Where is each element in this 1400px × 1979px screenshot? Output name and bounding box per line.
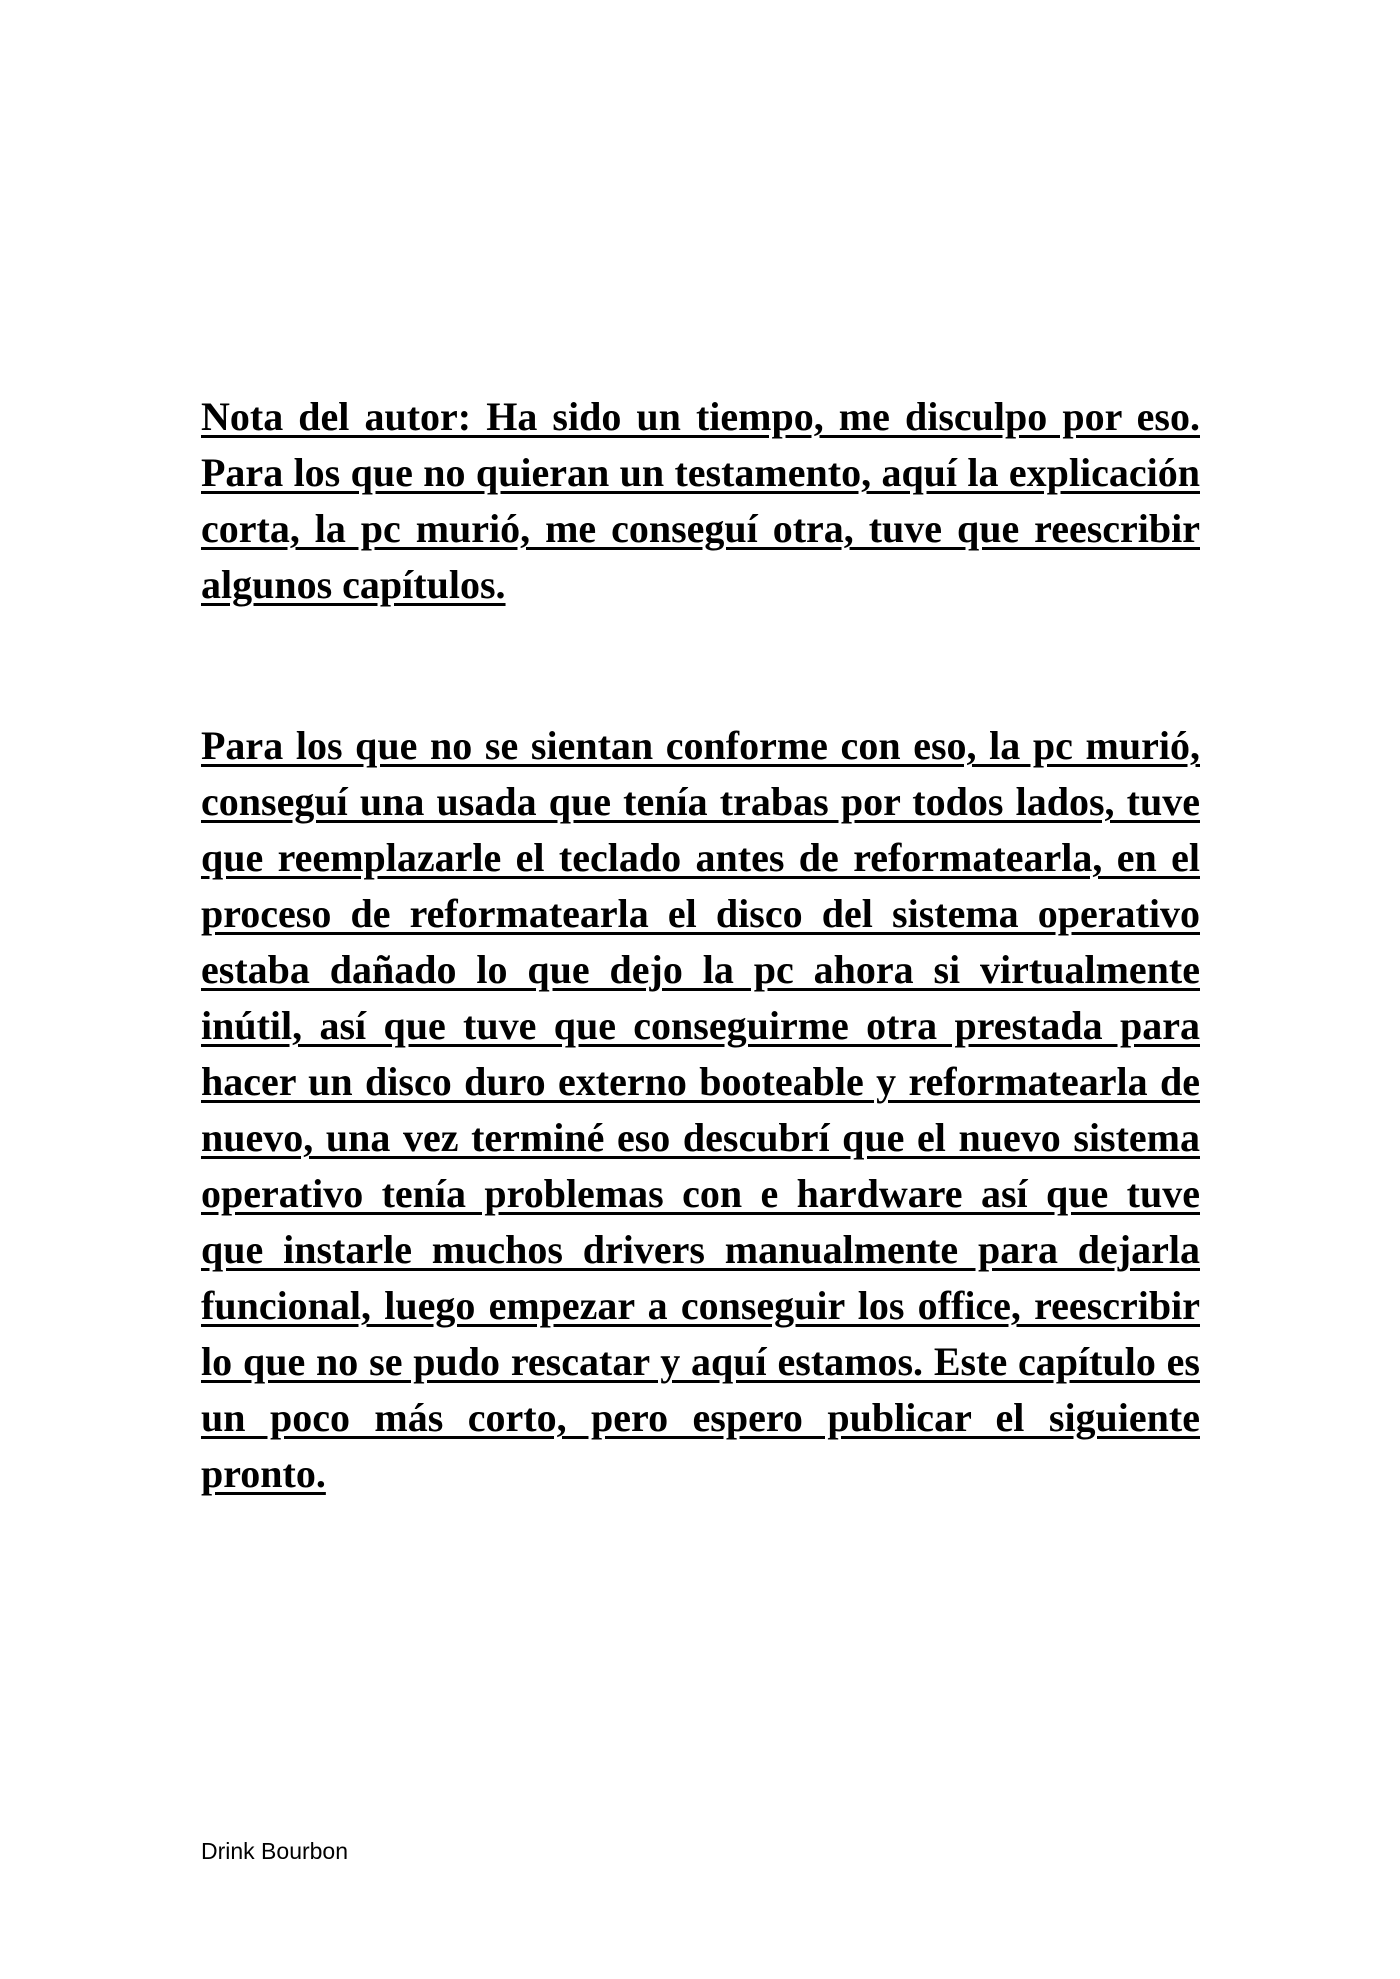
explanation-paragraph: Para los que no se sientan conforme con eso, la pc murió, conseguí una usada que tenía trabas por todos lados, tuve que reemplazarle el teclado antes de reformatearla, en el proceso de reformatearla el disco del sistema operativo estaba dañado lo que dejo la pc ahora si virtualmente inútil, así que tuve que conseguirme otra prestada para hacer un disco duro externo booteable y reformatearla de nuevo, una vez terminé eso descubrí que el nuevo sistema operativo tenía problemas con e hardware así que tuve que instarle muchos drivers manualmente para dejarla funcional, luego empezar a conseguir los office, reescribir lo que no se pudo rescatar y aquí estamos. Este capítulo es un poco más corto, pero espero publicar el siguiente pronto. [201,723,1200,1496]
page-footer: Drink Bourbon [201,1838,349,1864]
author-note-paragraph: Nota del autor: Ha sido un tiempo, me disculpo por eso. Para los que no quieran un testamento, aquí la explicación corta, la pc murió, me conseguí otra, tuve que reescribir algunos capítulos. [201,394,1200,607]
